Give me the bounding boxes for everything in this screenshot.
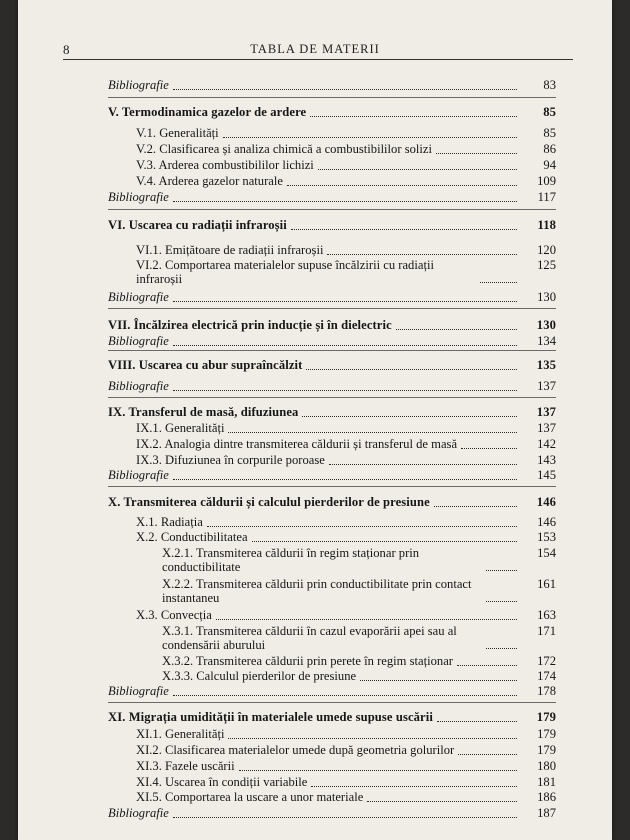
table-of-contents [18,0,612,840]
toc-section-xi3[interactable]: XI.3. Fazele uscării 180 [136,759,556,773]
toc-section-vi2[interactable]: VI.2. Comportarea materialelor supuse încălzirii cu radiații infraroșii 125 [136,258,556,286]
toc-chapter-vi[interactable]: VI. Uscarea cu radiații infraroșii 118 [108,218,556,232]
running-title: TABLA DE MATERII [250,42,380,56]
page-number: 8 [63,42,70,57]
toc-section-vi1[interactable]: VI.1. Emițătoare de radiații infraroșii 120 [136,243,556,257]
toc-section-v4[interactable]: V.4. Arderea gazelor naturale 109 [136,174,556,188]
toc-chapter-viii[interactable]: VIII. Uscarea cu abur supraîncălzit 135 [108,358,556,372]
chapter-separator [108,97,556,98]
toc-subsection-x33[interactable]: X.3.3. Calculul pierderilor de presiune 174 [162,669,556,683]
toc-subsection-x21[interactable]: X.2.1. Transmiterea căldurii în regim staționar prin conductibilitate 154 [162,546,556,574]
toc-subsection-x22[interactable]: X.2.2. Transmiterea căldurii prin conductibilitate prin contact instantaneu 161 [162,577,556,605]
book-page [18,0,612,840]
toc-section-x3[interactable]: X.3. Convecția 163 [136,608,556,622]
toc-section-xi5[interactable]: XI.5. Comportarea la uscare a unor materiale 186 [136,790,556,804]
toc-section-v3[interactable]: V.3. Arderea combustibililor lichizi 94 [136,158,556,172]
toc-section-v2[interactable]: V.2. Clasificarea și analiza chimică a combustibililor solizi 86 [136,142,556,156]
chapter-separator [108,486,556,487]
toc-section-v1[interactable]: V.1. Generalități 85 [136,126,556,140]
toc-chapter-x[interactable]: X. Transmiterea căldurii și calculul pierderilor de presiune 146 [108,495,556,509]
toc-subsection-x31[interactable]: X.3.1. Transmiterea căldurii în cazul evaporării apei sau al condensării aburului 171 [162,624,556,652]
toc-section-xi4[interactable]: XI.4. Uscarea în condiții variabile 181 [136,775,556,789]
chapter-separator [108,702,556,703]
toc-subsection-x32[interactable]: X.3.2. Transmiterea căldurii prin perete în regim staționar 172 [162,654,556,668]
chapter-separator [108,209,556,210]
toc-chapter-vii[interactable]: VII. Încălzirea electrică prin inducție și în dielectric 130 [108,318,556,332]
toc-entry-bibliography[interactable]: Bibliografie 137 [108,379,556,393]
toc-entry-bibliography[interactable]: Bibliografie 145 [108,468,556,482]
toc-entry-bibliography[interactable]: Bibliografie 117 [108,190,556,204]
toc-entry-bibliography[interactable]: Bibliografie 134 [108,334,556,348]
toc-section-ix2[interactable]: IX.2. Analogia dintre transmiterea căldurii și transferul de masă 142 [136,437,556,451]
toc-section-x1[interactable]: X.1. Radiația 146 [136,515,556,529]
chapter-separator [108,397,556,398]
toc-chapter-v[interactable]: V. Termodinamica gazelor de ardere 85 [108,105,556,119]
toc-section-x2[interactable]: X.2. Conductibilitatea 153 [136,530,556,544]
chapter-separator [108,308,556,309]
toc-section-ix1[interactable]: IX.1. Generalități 137 [136,421,556,435]
toc-entry-bibliography[interactable]: Bibliografie 130 [108,290,556,304]
toc-entry-bibliography[interactable]: Bibliografie 178 [108,684,556,698]
toc-chapter-ix[interactable]: IX. Transferul de masă, difuziunea 137 [108,405,556,419]
toc-section-xi1[interactable]: XI.1. Generalități 179 [136,727,556,741]
chapter-separator [108,350,556,351]
toc-section-ix3[interactable]: IX.3. Difuziunea în corpurile poroase 143 [136,453,556,467]
toc-entry-bibliography[interactable]: Bibliografie 187 [108,806,556,820]
toc-section-xi2[interactable]: XI.2. Clasificarea materialelor umede după geometria golurilor 179 [136,743,556,757]
toc-chapter-xi[interactable]: XI. Migrația umidității în materialele umede supuse uscării 179 [108,710,556,724]
toc-entry-bibliography[interactable]: Bibliografie 83 [108,78,556,92]
